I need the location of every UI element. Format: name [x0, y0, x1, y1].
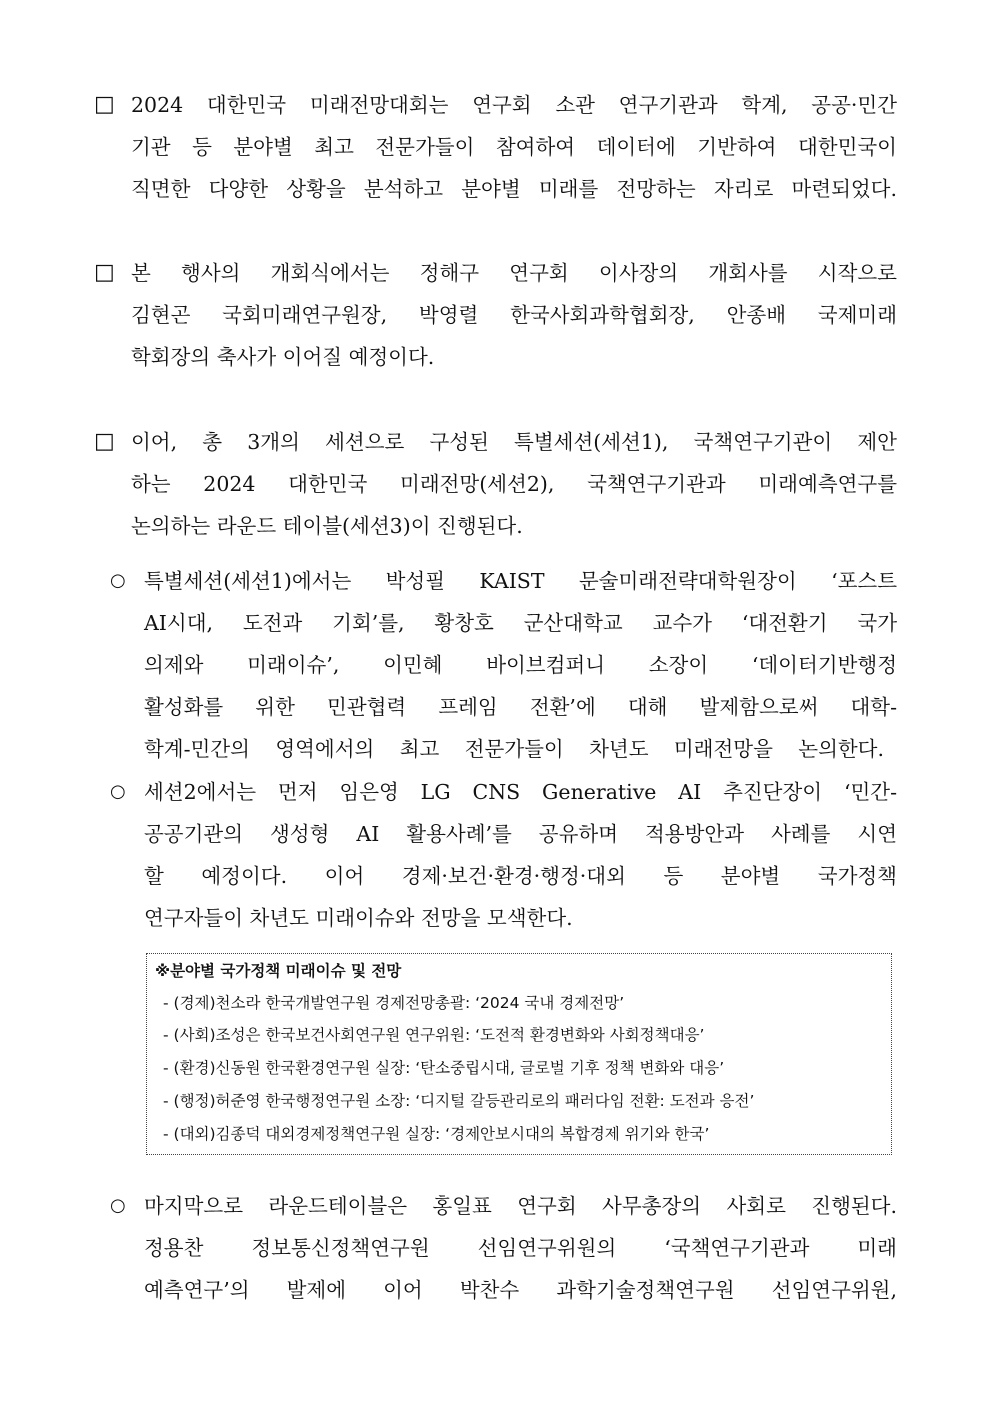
box-item-society: - (사회)조성은 한국보건사회연구원 연구위원: ‘도전적 환경변화와 사회정책대응’	[163, 1026, 705, 1044]
bullet1-line-1: 특별세션(세션1)에서는 박성필 KAIST 문술미래전략대학원장이 ‘포스트	[144, 569, 897, 593]
section1-line-2: 기관 등 분야별 최고 전문가들이 참여하여 데이터에 기반하여 대한민국이	[131, 135, 897, 159]
bullet1-line-5: 학계-민간의 영역에서의 최고 전문가들이 차년도 미래전망을 논의한다.	[144, 737, 884, 761]
circle-bullet-icon: ○	[110, 570, 126, 591]
bullet2-line-4: 연구자들이 차년도 미래이슈와 전망을 모색한다.	[144, 906, 573, 930]
section3-line-2: 하는 2024 대한민국 미래전망(세션2), 국책연구기관과 미래예측연구를	[131, 472, 897, 496]
bullet2-line-2: 공공기관의 생성형 AI 활용사례’를 공유하며 적용방안과 사례를 시연	[144, 822, 897, 846]
policy-issues-box	[146, 953, 892, 1155]
section2-line-2: 김현곤 국회미래연구원장, 박영렬 한국사회과학협회장, 안종배 국제미래	[131, 303, 897, 327]
bullet1-line-3: 의제와 미래이슈’, 이민혜 바이브컴퍼니 소장이 ‘데이터기반행정	[144, 653, 897, 677]
circle-bullet-icon: ○	[110, 781, 126, 802]
section2-line-1: 본 행사의 개회식에서는 정해구 연구회 이사장의 개회사를 시작으로	[131, 261, 897, 285]
square-bullet-icon: □	[94, 429, 115, 454]
box-item-administration: - (행정)허준영 한국행정연구원 소장: ‘디지털 갈등관리로의 패러다임 전환: 도전과 응전’	[163, 1092, 755, 1110]
section3-line-1: 이어, 총 3개의 세션으로 구성된 특별세션(세션1), 국책연구기관이 제안	[131, 430, 897, 454]
bullet1-line-4: 활성화를 위한 민관협력 프레임 전환’에 대해 발제함으로써 대학-	[144, 695, 897, 719]
bullet3-line-1: 마지막으로 라운드테이블은 홍일표 연구회 사무총장의 사회로 진행된다.	[144, 1194, 897, 1218]
section3-line-3: 논의하는 라운드 테이블(세션3)이 진행된다.	[131, 514, 523, 538]
section2-line-3: 학회장의 축사가 이어질 예정이다.	[131, 345, 435, 369]
bullet2-line-1: 세션2에서는 먼저 임은영 LG CNS Generative AI 추진단장이 ‘민간-	[144, 780, 897, 804]
box-item-environment: - (환경)신동원 한국환경연구원 실장: ‘탄소중립시대, 글로벌 기후 정책 변화와 대응’	[163, 1059, 725, 1077]
square-bullet-icon: □	[94, 92, 115, 117]
box-title: ※분야별 국가정책 미래이슈 및 전망	[155, 962, 402, 980]
section1-line-1: 2024 대한민국 미래전망대회는 연구회 소관 연구기관과 학계, 공공·민간	[131, 93, 897, 117]
box-item-foreign: - (대외)김종덕 대외경제정책연구원 실장: ‘경제안보시대의 복합경제 위기와 한국’	[163, 1125, 710, 1143]
section1-line-3: 직면한 다양한 상황을 분석하고 분야별 미래를 전망하는 자리로 마련되었다.	[131, 177, 897, 201]
box-item-economy: - (경제)천소라 한국개발연구원 경제전망총괄: ‘2024 국내 경제전망’	[163, 994, 625, 1012]
circle-bullet-icon: ○	[110, 1195, 126, 1216]
bullet2-line-3: 할 예정이다. 이어 경제·보건·환경·행정·대외 등 분야별 국가정책	[144, 864, 897, 888]
square-bullet-icon: □	[94, 260, 115, 285]
bullet3-line-2: 정용찬 정보통신정책연구원 선임연구위원의 ‘국책연구기관과 미래	[144, 1236, 897, 1260]
bullet3-line-3: 예측연구’의 발제에 이어 박찬수 과학기술정책연구원 선임연구위원,	[144, 1278, 897, 1302]
bullet1-line-2: AI시대, 도전과 기회’를, 황창호 군산대학교 교수가 ‘대전환기 국가	[144, 611, 897, 635]
